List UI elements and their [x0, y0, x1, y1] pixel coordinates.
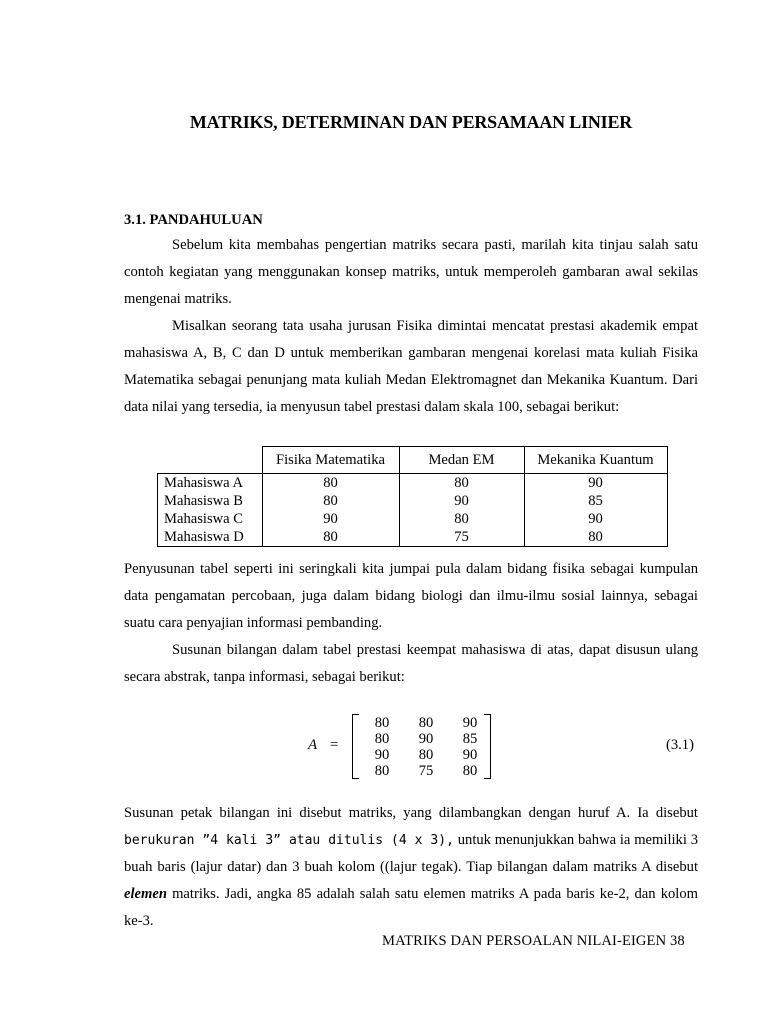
intro-paragraphs: [124, 232, 698, 421]
left-bracket: [352, 714, 359, 779]
matrix-cell: 90: [374, 747, 390, 763]
grades-table: [157, 446, 668, 547]
grade-cell: 80: [262, 528, 399, 547]
table-row: [158, 510, 668, 528]
chapter-title: MATRIKS, DETERMINAN DAN PERSAMAAN LINIER: [189, 112, 633, 132]
grade-cell: 90: [399, 492, 524, 510]
paragraph-5-part-c: untuk menunjukkan bahwa ia memiliki 3 buah baris (lajur datar) dan 3 buah kolom ((lajur tegak). Tiap bilangan dalam matriks A disebut: [124, 832, 698, 875]
student-name: Mahasiswa C: [158, 510, 263, 528]
student-name: Mahasiswa A: [158, 474, 263, 493]
matrix-cell: 80: [462, 763, 478, 779]
matrix-cell: 80: [374, 731, 390, 747]
student-name: Mahasiswa D: [158, 528, 263, 547]
paragraph-5-part-d: matriks. Jadi, angka 85 adalah salah satu elemen matriks A pada baris ke-2, dan kolom ke-3.: [124, 886, 698, 929]
student-name: Mahasiswa B: [158, 492, 263, 510]
grade-cell: 80: [262, 474, 399, 493]
paragraph-5: [124, 800, 698, 935]
matrix-cell: 90: [462, 747, 478, 763]
matrix-row: [360, 747, 492, 763]
table-header-cell: Mekanika Kuantum: [524, 447, 667, 474]
paragraph-2: Misalkan seorang tata usaha jurusan Fisika dimintai mencatat prestasi akademik empat mahasiswa A, B, C dan D untuk memberikan gambaran mengenai korelasi mata kuliah Fisika Matematika sebagai penunjang mata kuliah Medan Elektromagnet dan Mekanika Kuantum. Dari data nilai yang tersedia, ia menyusun tabel prestasi dalam skala 100, sebagai berikut:: [124, 318, 698, 415]
table-corner-cell: [158, 447, 263, 474]
matrix-row: [360, 763, 492, 779]
table-header-row: [158, 447, 668, 474]
elemen-term: elemen: [124, 886, 167, 902]
grade-cell: 80: [524, 528, 667, 547]
table-row: [158, 492, 668, 510]
closing-paragraph: [124, 800, 698, 935]
matrix-cell: 75: [418, 763, 434, 779]
table-header-cell: Fisika Matematika: [262, 447, 399, 474]
paragraph-1: Sebelum kita membahas pengertian matriks secara pasti, marilah kita tinjau salah satu contoh kegiatan yang menggunakan konsep matriks, untuk memperoleh gambaran awal sekilas mengenai matriks.: [124, 237, 698, 307]
matrix-cell: 85: [462, 731, 478, 747]
matrix-label: A: [308, 737, 318, 753]
table-header-cell: Medan EM: [399, 447, 524, 474]
matrix-grid: [360, 715, 492, 779]
matrix-equation: [300, 712, 710, 782]
matrix-cell: 80: [374, 715, 390, 731]
grade-cell: 75: [399, 528, 524, 547]
matrix-row: [360, 715, 492, 731]
matrix-cell: 90: [418, 731, 434, 747]
table-row: [158, 528, 668, 547]
matrix-cell: 80: [374, 763, 390, 779]
right-bracket: [484, 714, 491, 779]
page-footer: MATRIKS DAN PERSOALAN NILAI-EIGEN 38: [382, 933, 685, 949]
grade-cell: 90: [262, 510, 399, 528]
paragraph-3: Penyusunan tabel seperti ini seringkali kita jumpai pula dalam bidang fisika sebagai kumpulan data pengamatan percobaan, juga dalam bidang biologi dan ilmu-ilmu sosial lainnya, sebagai suatu cara penyajian informasi pembanding.: [124, 561, 698, 631]
equation-number: (3.1): [666, 737, 694, 753]
grade-cell: 90: [524, 474, 667, 493]
equals-sign: =: [330, 737, 339, 753]
grade-cell: 80: [262, 492, 399, 510]
table-row: [158, 474, 668, 493]
grade-cell: 80: [399, 474, 524, 493]
section-heading: 3.1. PANDAHULUAN: [124, 212, 263, 228]
paragraph-5-part-a: Susunan petak bilangan ini disebut matriks, yang dilambangkan dengan huruf A. Ia disebut: [124, 805, 698, 821]
paragraph-5-size-text: berukuran ”4 kali 3” atau ditulis (4 x 3),: [124, 833, 454, 848]
matrix-cell: 80: [418, 715, 434, 731]
grade-cell: 80: [399, 510, 524, 528]
paragraph-4: Susunan bilangan dalam tabel prestasi keempat mahasiswa di atas, dapat disusun ulang secara abstrak, tanpa informasi, sebagai berikut:: [124, 642, 698, 685]
matrix-row: [360, 731, 492, 747]
grade-cell: 90: [524, 510, 667, 528]
grade-cell: 85: [524, 492, 667, 510]
matrix-cell: 80: [418, 747, 434, 763]
matrix-cell: 90: [462, 715, 478, 731]
middle-paragraphs: [124, 556, 698, 691]
